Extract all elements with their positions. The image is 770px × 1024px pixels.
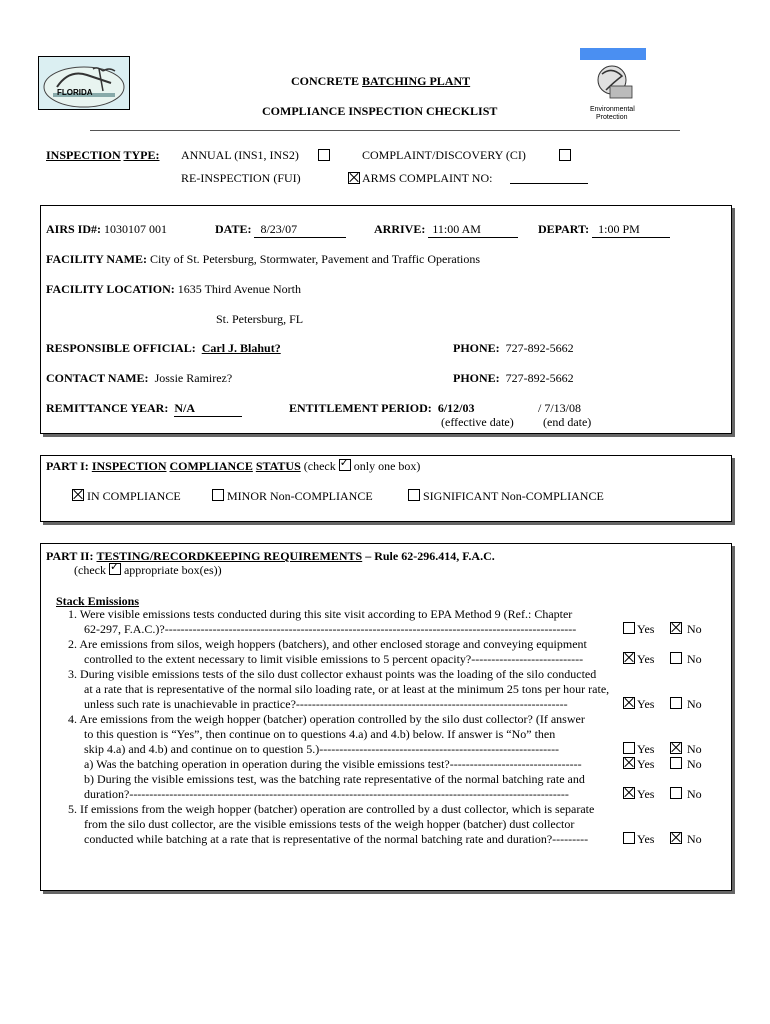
part2-rule: – Rule 62-296.414, F.A.C.: [365, 549, 495, 563]
airs-id-label: AIRS ID#:: [46, 222, 102, 236]
q5-yes-label: Yes: [637, 832, 655, 846]
right-logo: [580, 48, 646, 124]
right-logo-text-2: Protection: [596, 114, 628, 121]
remittance-year: [46, 401, 242, 417]
official-value: Carl J. Blahut?: [201, 341, 281, 355]
reinspection-checkbox[interactable]: [348, 172, 360, 184]
effective-caption: (effective date): [441, 415, 514, 429]
q1-no-option[interactable]: [670, 622, 702, 637]
contact-phone: [453, 371, 574, 386]
q4a-no-label: No: [687, 757, 702, 771]
part2-instruction: [74, 563, 222, 578]
airs-id-value: 1030107 001: [104, 222, 168, 236]
q2-yes-option[interactable]: [623, 652, 654, 667]
q2-no-label: No: [687, 652, 702, 666]
environmental-protection-logo-graphic: [592, 62, 658, 106]
depart-label: DEPART:: [538, 222, 590, 236]
remit-label: REMITTANCE YEAR:: [46, 401, 169, 415]
q3-yes-checkbox[interactable]: [623, 697, 635, 709]
q4-yes-label: Yes: [637, 742, 655, 756]
facility-name: [46, 252, 480, 267]
facility-section: [40, 205, 732, 434]
q4-no-option[interactable]: [670, 742, 702, 757]
q5-yes-checkbox[interactable]: [623, 832, 635, 844]
official-label: RESPONSIBLE OFFICIAL:: [46, 341, 196, 355]
entitle-label: ENTITLEMENT PERIOD:: [289, 401, 432, 415]
q1-no-label: No: [687, 622, 702, 636]
date-label: DATE:: [215, 222, 252, 236]
arrive-field[interactable]: 11:00 AM: [428, 222, 518, 238]
question-4a: a) Was the batching operation in operation during the visible emissions test?---------------------------------: [84, 757, 582, 771]
official-phone: [453, 341, 574, 356]
minor-noncompliance-option[interactable]: [212, 489, 373, 504]
question-3-line-1: 3. During visible emissions tests of the silo dust collector exhaust points was the loading of the silo conducted: [68, 667, 597, 681]
question-1-line-1: 1. Were visible emissions tests conducted during this site visit according to EPA Method 9 (Ref.: Chapter: [68, 607, 573, 621]
part1-check-pre: (check: [303, 459, 336, 473]
part1-label: PART I:: [46, 459, 89, 473]
question-4b-line-2: duration?--------------------------------------------------------------------------------------------------------------: [84, 787, 569, 801]
q4-no-checkbox[interactable]: [670, 742, 682, 754]
inspection-date: [215, 222, 346, 238]
q4-no-label: No: [687, 742, 702, 756]
q1-yes-label: Yes: [637, 622, 655, 636]
end-caption: (end date): [543, 415, 592, 429]
stack-emissions-heading-a: Stack: [56, 594, 85, 608]
significant-noncompliance-label: SIGNIFICANT Non-COMPLIANCE: [423, 489, 604, 503]
q5-yes-option[interactable]: [623, 832, 654, 847]
part2-check-post: appropriate box(es)): [123, 563, 222, 577]
florida-logo-graphic: [39, 57, 129, 109]
right-logo-bar: [580, 48, 646, 60]
minor-noncompliance-checkbox[interactable]: [212, 489, 224, 501]
arrive-label: ARRIVE:: [374, 222, 426, 236]
contact-name: [46, 371, 232, 386]
question-5-line-3: conducted while batching at a rate that is representative of the normal batching rate and duration?---------: [84, 832, 589, 846]
q1-no-checkbox[interactable]: [670, 622, 682, 634]
question-2-line-1: 2. Are emissions from silos, weigh hoppers (batchers), and other enclosed storage and conveying equipment: [68, 637, 587, 651]
q4a-no-option[interactable]: [670, 757, 702, 772]
q3-yes-label: Yes: [637, 697, 655, 711]
q4b-no-checkbox[interactable]: [670, 787, 682, 799]
entitle-end: / 7/13/08: [538, 401, 582, 415]
q1-yes-checkbox[interactable]: [623, 622, 635, 634]
page-title-pre: CONCRETE: [291, 74, 363, 88]
q2-no-option[interactable]: [670, 652, 702, 667]
check-icon: [339, 459, 351, 471]
question-2-line-2: controlled to the extent necessary to limit visible emissions to 5 percent opacity?----------------------------: [84, 652, 584, 666]
q4-yes-option[interactable]: [623, 742, 654, 757]
part1-check-post: only one box): [353, 459, 421, 473]
q3-yes-option[interactable]: [623, 697, 654, 712]
question-5-line-1: 5. If emissions from the weigh hopper (batcher) operation are controlled by a dust collector, which is separate: [68, 802, 595, 816]
complaint-option: [362, 148, 526, 163]
question-1-line-2: 62-297, F.A.C.)?-------------------------------------------------------------------------------------------------------: [84, 622, 577, 636]
q2-no-checkbox[interactable]: [670, 652, 682, 664]
facility-name-label: FACILITY NAME:: [46, 252, 147, 266]
question-4-line-1: 4. Are emissions from the weigh hopper (batcher) operation controlled by the silo dust collector? (If answer: [68, 712, 585, 726]
arms-label: ARMS COMPLAINT NO:: [362, 171, 493, 185]
airs-id: [46, 222, 167, 237]
q4a-yes-label: Yes: [637, 757, 655, 771]
annual-checkbox[interactable]: [318, 149, 330, 161]
q4a-no-checkbox[interactable]: [670, 757, 682, 769]
depart-time: [538, 222, 670, 238]
responsible-official: [46, 341, 281, 356]
q4b-yes-checkbox[interactable]: [623, 787, 635, 799]
left-logo-text: FLORIDA: [57, 88, 93, 97]
page-title-underlined: BATCHING PLANT: [362, 74, 471, 88]
q3-no-option[interactable]: [670, 697, 702, 712]
q4a-yes-option[interactable]: [623, 757, 654, 772]
part1-title-a: INSPECTION: [91, 459, 167, 473]
question-5-line-2: from the silo dust collector, are the visible emissions tests of the weigh hopper (batcher) dust collector: [84, 817, 575, 831]
contact-value: Jossie Ramirez?: [154, 371, 233, 385]
entitle-start: 6/12/03: [437, 401, 475, 415]
contact-phone-value: 727-892-5662: [505, 371, 574, 385]
q4b-no-label: No: [687, 787, 702, 801]
facility-location-label: FACILITY LOCATION:: [46, 282, 175, 296]
q2-yes-checkbox[interactable]: [623, 652, 635, 664]
facility-location-line1: 1635 Third Avenue North: [177, 282, 302, 296]
minor-noncompliance-label: MINOR Non-COMPLIANCE: [227, 489, 373, 503]
part1-title-b: COMPLIANCE: [169, 459, 253, 473]
in-compliance-label: IN COMPLIANCE: [87, 489, 181, 503]
in-compliance-option[interactable]: [72, 489, 181, 504]
q1-yes-option[interactable]: [623, 622, 654, 637]
part1-title-c: STATUS: [255, 459, 301, 473]
facility-location-line2: St. Petersburg, FL: [216, 312, 304, 326]
official-phone-value: 727-892-5662: [505, 341, 574, 355]
q2-yes-label: Yes: [637, 652, 655, 666]
q4b-no-option[interactable]: [670, 787, 702, 802]
annual-label: ANNUAL (INS1, INS2): [181, 148, 299, 162]
annual-option: [181, 148, 299, 163]
in-compliance-checkbox[interactable]: [72, 489, 84, 501]
q3-no-label: No: [687, 697, 702, 711]
q3-no-checkbox[interactable]: [670, 697, 682, 709]
complaint-label: COMPLAINT/DISCOVERY (CI): [362, 148, 526, 162]
question-3-line-2: at a rate that is representative of the normal silo loading rate, or at least at the minimum 25 tons per hour rate,: [84, 682, 610, 696]
q5-no-option[interactable]: [670, 832, 702, 847]
question-4b-line-1: b) During the visible emissions test, was the batching rate representative of the normal batching rate and: [84, 772, 585, 786]
part2-title-text: TESTING/RECORDKEEPING REQUIREMENTS: [96, 549, 363, 563]
q4-yes-checkbox[interactable]: [623, 742, 635, 754]
q4a-yes-checkbox[interactable]: [623, 757, 635, 769]
inspection-type-label-b: TYPE:: [123, 148, 160, 162]
reinspection-label: RE-INSPECTION (FUI): [181, 171, 301, 185]
arms-input[interactable]: [510, 183, 588, 184]
check-icon: [109, 563, 121, 575]
official-phone-label: PHONE:: [453, 341, 500, 355]
q5-no-label: No: [687, 832, 702, 846]
part1-title: [46, 459, 420, 474]
q5-no-checkbox[interactable]: [670, 832, 682, 844]
left-logo: [38, 56, 130, 110]
facility-location: [46, 282, 301, 297]
contact-phone-label: PHONE:: [453, 371, 500, 385]
significant-noncompliance-checkbox[interactable]: [408, 489, 420, 501]
q4b-yes-option[interactable]: [623, 787, 654, 802]
right-logo-text-1: Environmental: [590, 106, 635, 113]
significant-noncompliance-option[interactable]: [408, 489, 604, 504]
entitlement-period: [289, 401, 474, 416]
question-4-line-3: skip 4.a) and 4.b) and continue on to question 5.)------------------------------------------------------------: [84, 742, 560, 756]
part2-check-pre: (check: [74, 563, 106, 577]
depart-field[interactable]: 1:00 PM: [592, 222, 670, 238]
stack-emissions-heading-b: Emissions: [87, 594, 140, 608]
question-4-line-2: to this question is “Yes”, then continue on to questions 4.a) and 4.b) below. If answer is “No” then: [84, 727, 556, 741]
page-title: [291, 74, 470, 89]
part2-label: PART II:: [46, 549, 94, 563]
complaint-checkbox[interactable]: [559, 149, 571, 161]
q4b-yes-label: Yes: [637, 787, 655, 801]
page-subtitle: COMPLIANCE INSPECTION CHECKLIST: [262, 104, 498, 118]
inspection-type-label: [46, 148, 159, 163]
date-field[interactable]: 8/23/07: [254, 222, 346, 238]
question-3-line-3: unless such rate is unachievable in practice?--------------------------------------------------------------------: [84, 697, 568, 711]
header-divider: [90, 130, 680, 131]
arrive-time: [374, 222, 518, 238]
inspection-type-label-a: INSPECTION: [46, 148, 121, 162]
remit-field[interactable]: N/A: [174, 401, 242, 417]
contact-label: CONTACT NAME:: [46, 371, 149, 385]
facility-name-value: City of St. Petersburg, Stormwater, Pavement and Traffic Operations: [150, 252, 481, 266]
